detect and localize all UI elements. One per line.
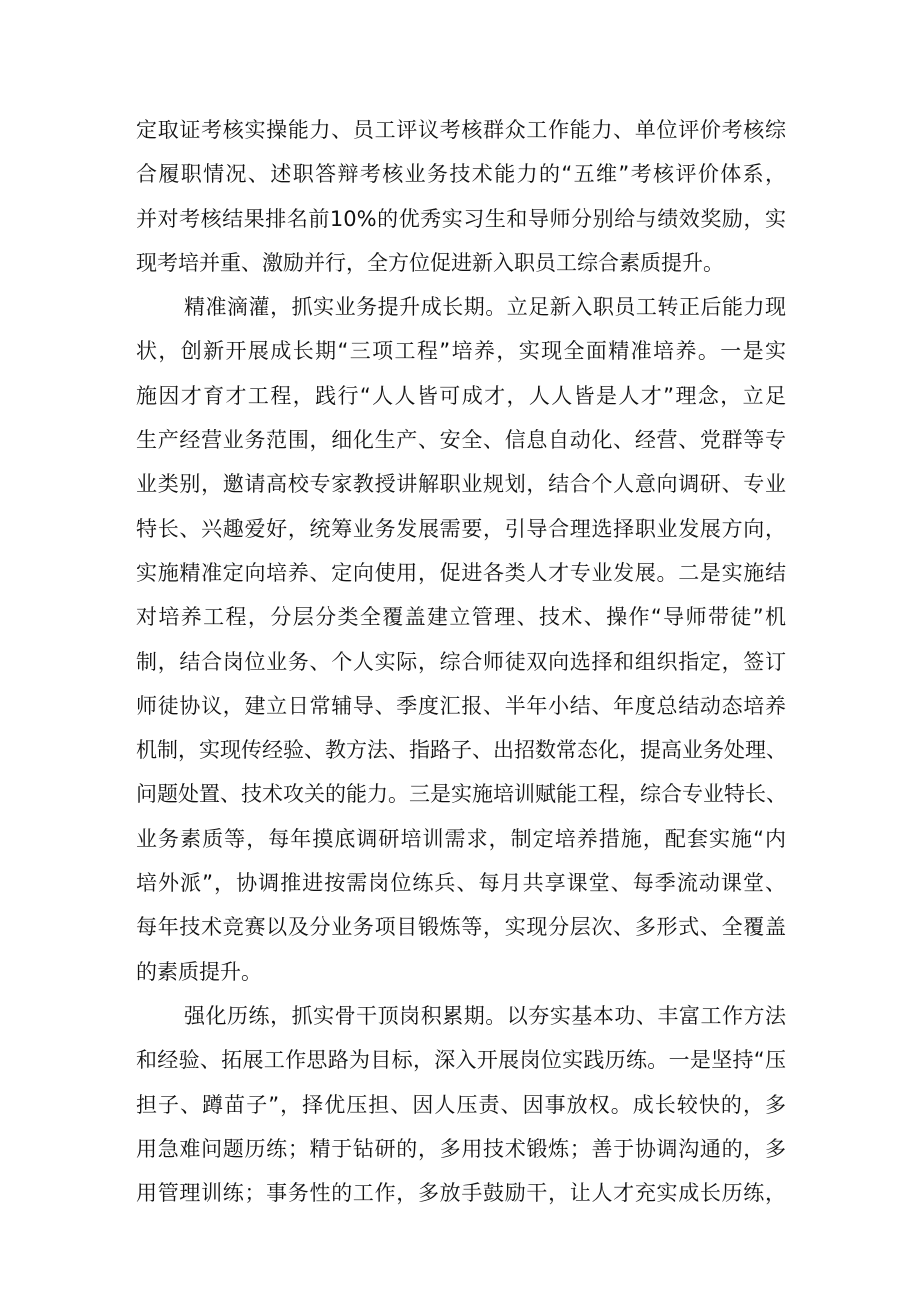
text-line: 状，创新开展成长期“三项工程”培养，实现全面精准培养。一是实 (136, 339, 786, 364)
text-line: 问题处置、技术攻关的能力。三是实施培训赋能工程，综合专业特长、 (136, 782, 787, 807)
text-line: 用管理训练；事务性的工作，多放手鼓励干，让人才充实成长历练， (136, 1181, 786, 1206)
paragraph-start-line: 强化历练，抓实骨干顶岗积累期。以夯实基本功、丰富工作方法 (184, 1003, 786, 1028)
text-line: 合履职情况、述职答辩考核业务技术能力的“五维”考核评价体系， (136, 162, 786, 187)
text-line: 培外派”，协调推进按需岗位练兵、每月共享课堂、每季流动课堂、 (136, 871, 786, 896)
text-line: 和经验、拓展工作思路为目标，深入开展岗位实践历练。一是坚持“压 (136, 1048, 786, 1073)
text-line: 对培养工程，分层分类全覆盖建立管理、技术、操作“导师带徒”机 (136, 605, 786, 630)
text-line: 用急难问题历练；精于钻研的，多用技术锻炼；善于协调沟通的，多 (136, 1136, 786, 1161)
text-line: 并对考核结果排名前10%的优秀实习生和导师分别给与绩效奖励，实 (136, 206, 786, 231)
text-line: 的素质提升。 (136, 959, 262, 984)
text-line: 担子、蹲苗子”，择优压担、因人压责、因事放权。成长较快的，多 (136, 1092, 786, 1117)
document-page (136, 108, 786, 1215)
text-line: 制，结合岗位业务、个人实际，综合师徒双向选择和组织指定，签订 (136, 649, 786, 674)
text-line: 现考培并重、激励并行，全方位促进新入职员工综合素质提升。 (136, 250, 724, 275)
text-line: 实施精准定向培养、定向使用，促进各类人才专业发展。二是实施结 (136, 560, 786, 585)
text-line: 机制，实现传经验、教方法、指路子、出招数常态化，提高业务处理、 (136, 738, 787, 763)
text-line: 业务素质等，每年摸底调研培训需求，制定培养措施，配套实施“内 (136, 826, 786, 851)
text-line: 定取证考核实操能力、员工评议考核群众工作能力、单位评价考核综 (136, 118, 786, 142)
text-line: 每年技术竞赛以及分业务项目锻炼等，实现分层次、多形式、全覆盖 (136, 915, 786, 940)
text-line: 生产经营业务范围，细化生产、安全、信息自动化、经营、党群等专 (136, 428, 786, 453)
paragraph-start-line: 精准滴灌，抓实业务提升成长期。立足新入职员工转正后能力现 (184, 295, 786, 320)
text-line: 业类别，邀请高校专家教授讲解职业规划，结合个人意向调研、专业 (136, 472, 786, 497)
text-line: 师徒协议，建立日常辅导、季度汇报、半年小结、年度总结动态培养 (136, 693, 786, 718)
text-line: 施因才育才工程，践行“人人皆可成才，人人皆是人才”理念，立足 (136, 383, 786, 408)
text-line: 特长、兴趣爱好，统筹业务发展需要，引导合理选择职业发展方向， (136, 516, 786, 541)
